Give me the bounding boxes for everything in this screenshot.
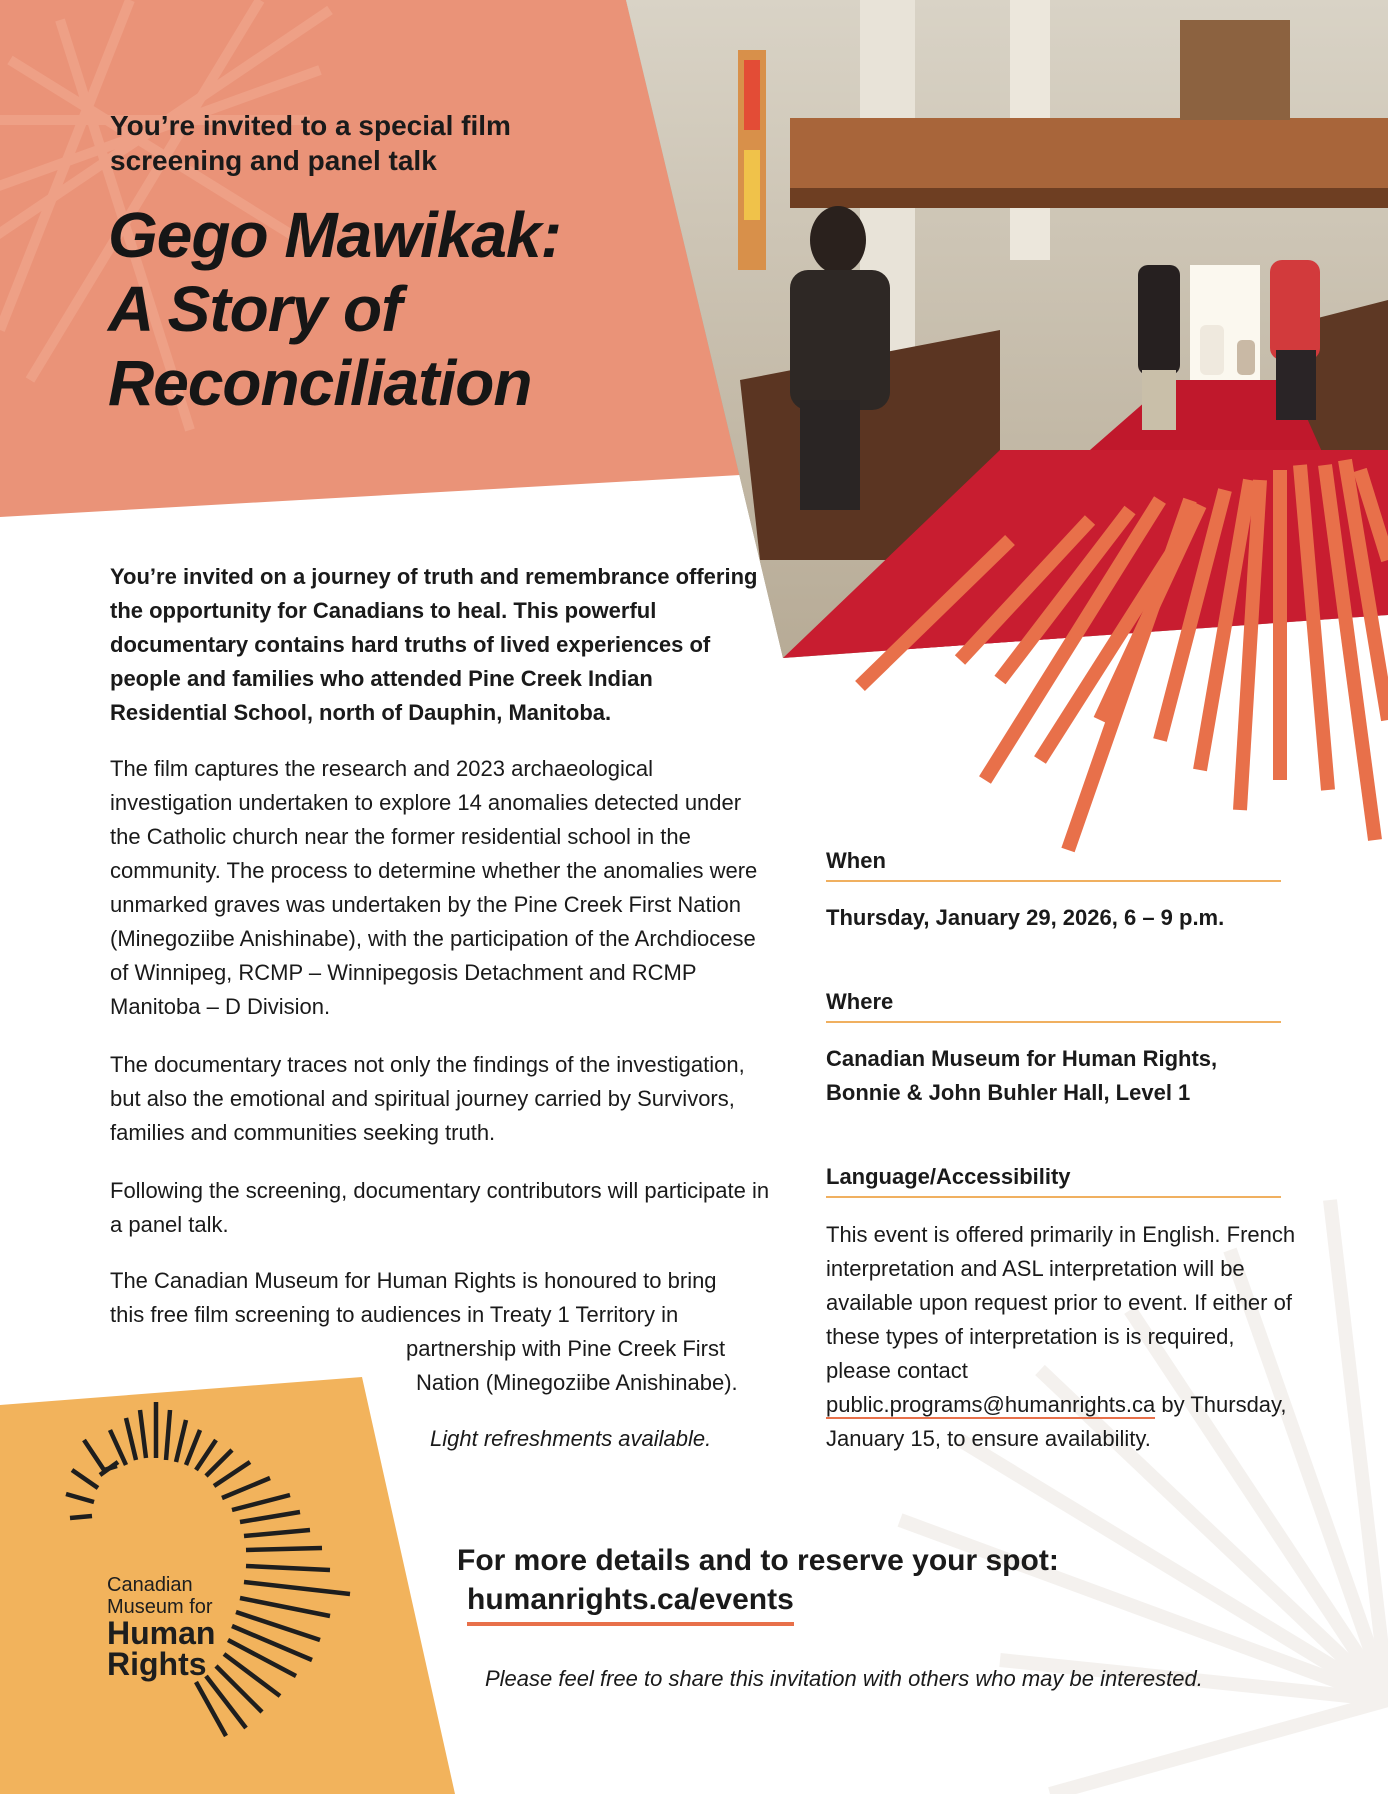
reserve-heading: For more details and to reserve your spot:: [457, 1544, 1059, 1577]
title-line: Gego Mawikak:: [108, 199, 561, 271]
share-note: Please feel free to share this invitation with others who may be interested.: [485, 1666, 1203, 1691]
invitation-eyebrow: You’re invited to a special film screening and panel talk: [110, 110, 511, 176]
where-value: [826, 1042, 1296, 1110]
contact-email-link[interactable]: public.programs@humanrights.ca: [826, 1392, 1156, 1417]
logo-panel: [0, 1377, 455, 1794]
title-line: Reconciliation: [108, 347, 532, 419]
logo-line: Rights: [107, 1646, 207, 1682]
museum-logo: [107, 1574, 215, 1680]
when-value: Thursday, January 29, 2026, 6 – 9 p.m.: [826, 905, 1225, 930]
documentary-paragraph: The documentary traces not only the findings of the investigation, but also the emotional and spiritual journey carried by Survivors, families and communities seeking truth.: [110, 1052, 745, 1145]
intro-paragraph: You’re invited on a journey of truth and remembrance offering the opportunity for Canadians to heal. This powerful documentary contains hard truths of lived experiences of people and families who attended Pine Creek Indian Residential School, north of Dauphin, Manitoba.: [110, 564, 758, 725]
where-line: Bonnie & John Buhler Hall, Level 1: [826, 1080, 1191, 1105]
events-link[interactable]: humanrights.ca/events: [467, 1580, 794, 1626]
accessibility-deadline-text: by Thursday, January 15, to ensure availability.: [826, 1392, 1287, 1451]
accessibility-text: This event is offered primarily in English. French interpretation and ASL interpretation will be available upon request prior to event. If either of these types of interpretation is is required, please contact: [826, 1222, 1296, 1383]
film-description-paragraph: The film captures the research and 2023 archaeological investigation undertaken to explore 14 anomalies detected under the Catholic church near the former residential school in the community. The process to determine whether the anomalies were unmarked graves was undertaken by the Pine Creek First Nation (Minegoziibe Anishinabe), with the participation of the Archdiocese of Winnipeg, RCMP – Winnipegosis Detachment and RCMP Manitoba – D Division.: [110, 756, 758, 1019]
logo-line: Museum for: [107, 1596, 213, 1618]
logo-line: Canadian: [107, 1574, 193, 1596]
partnership-line: Nation (Minegoziibe Anishinabe).: [416, 1370, 738, 1395]
partnership-line: partnership with Pine Creek First: [406, 1336, 726, 1361]
panel-talk-paragraph: Following the screening, documentary contributors will participate in a panel talk.: [110, 1178, 770, 1237]
partnership-paragraph: [110, 1264, 770, 1400]
when-label: When: [826, 846, 1281, 882]
refreshments-note: Light refreshments available.: [430, 1426, 712, 1451]
language-accessibility-label: Language/Accessibility: [826, 1162, 1281, 1198]
partnership-line: this free film screening to audiences in Treaty 1 Territory in: [110, 1302, 679, 1327]
where-label: Where: [826, 987, 1281, 1023]
page-title: [108, 198, 728, 420]
where-line: Canadian Museum for Human Rights,: [826, 1046, 1218, 1071]
partnership-line: The Canadian Museum for Human Rights is honoured to bring: [110, 1268, 717, 1293]
language-accessibility-text: [826, 1218, 1296, 1456]
logo-line: Human: [107, 1615, 216, 1651]
title-line: A Story of: [108, 273, 402, 345]
